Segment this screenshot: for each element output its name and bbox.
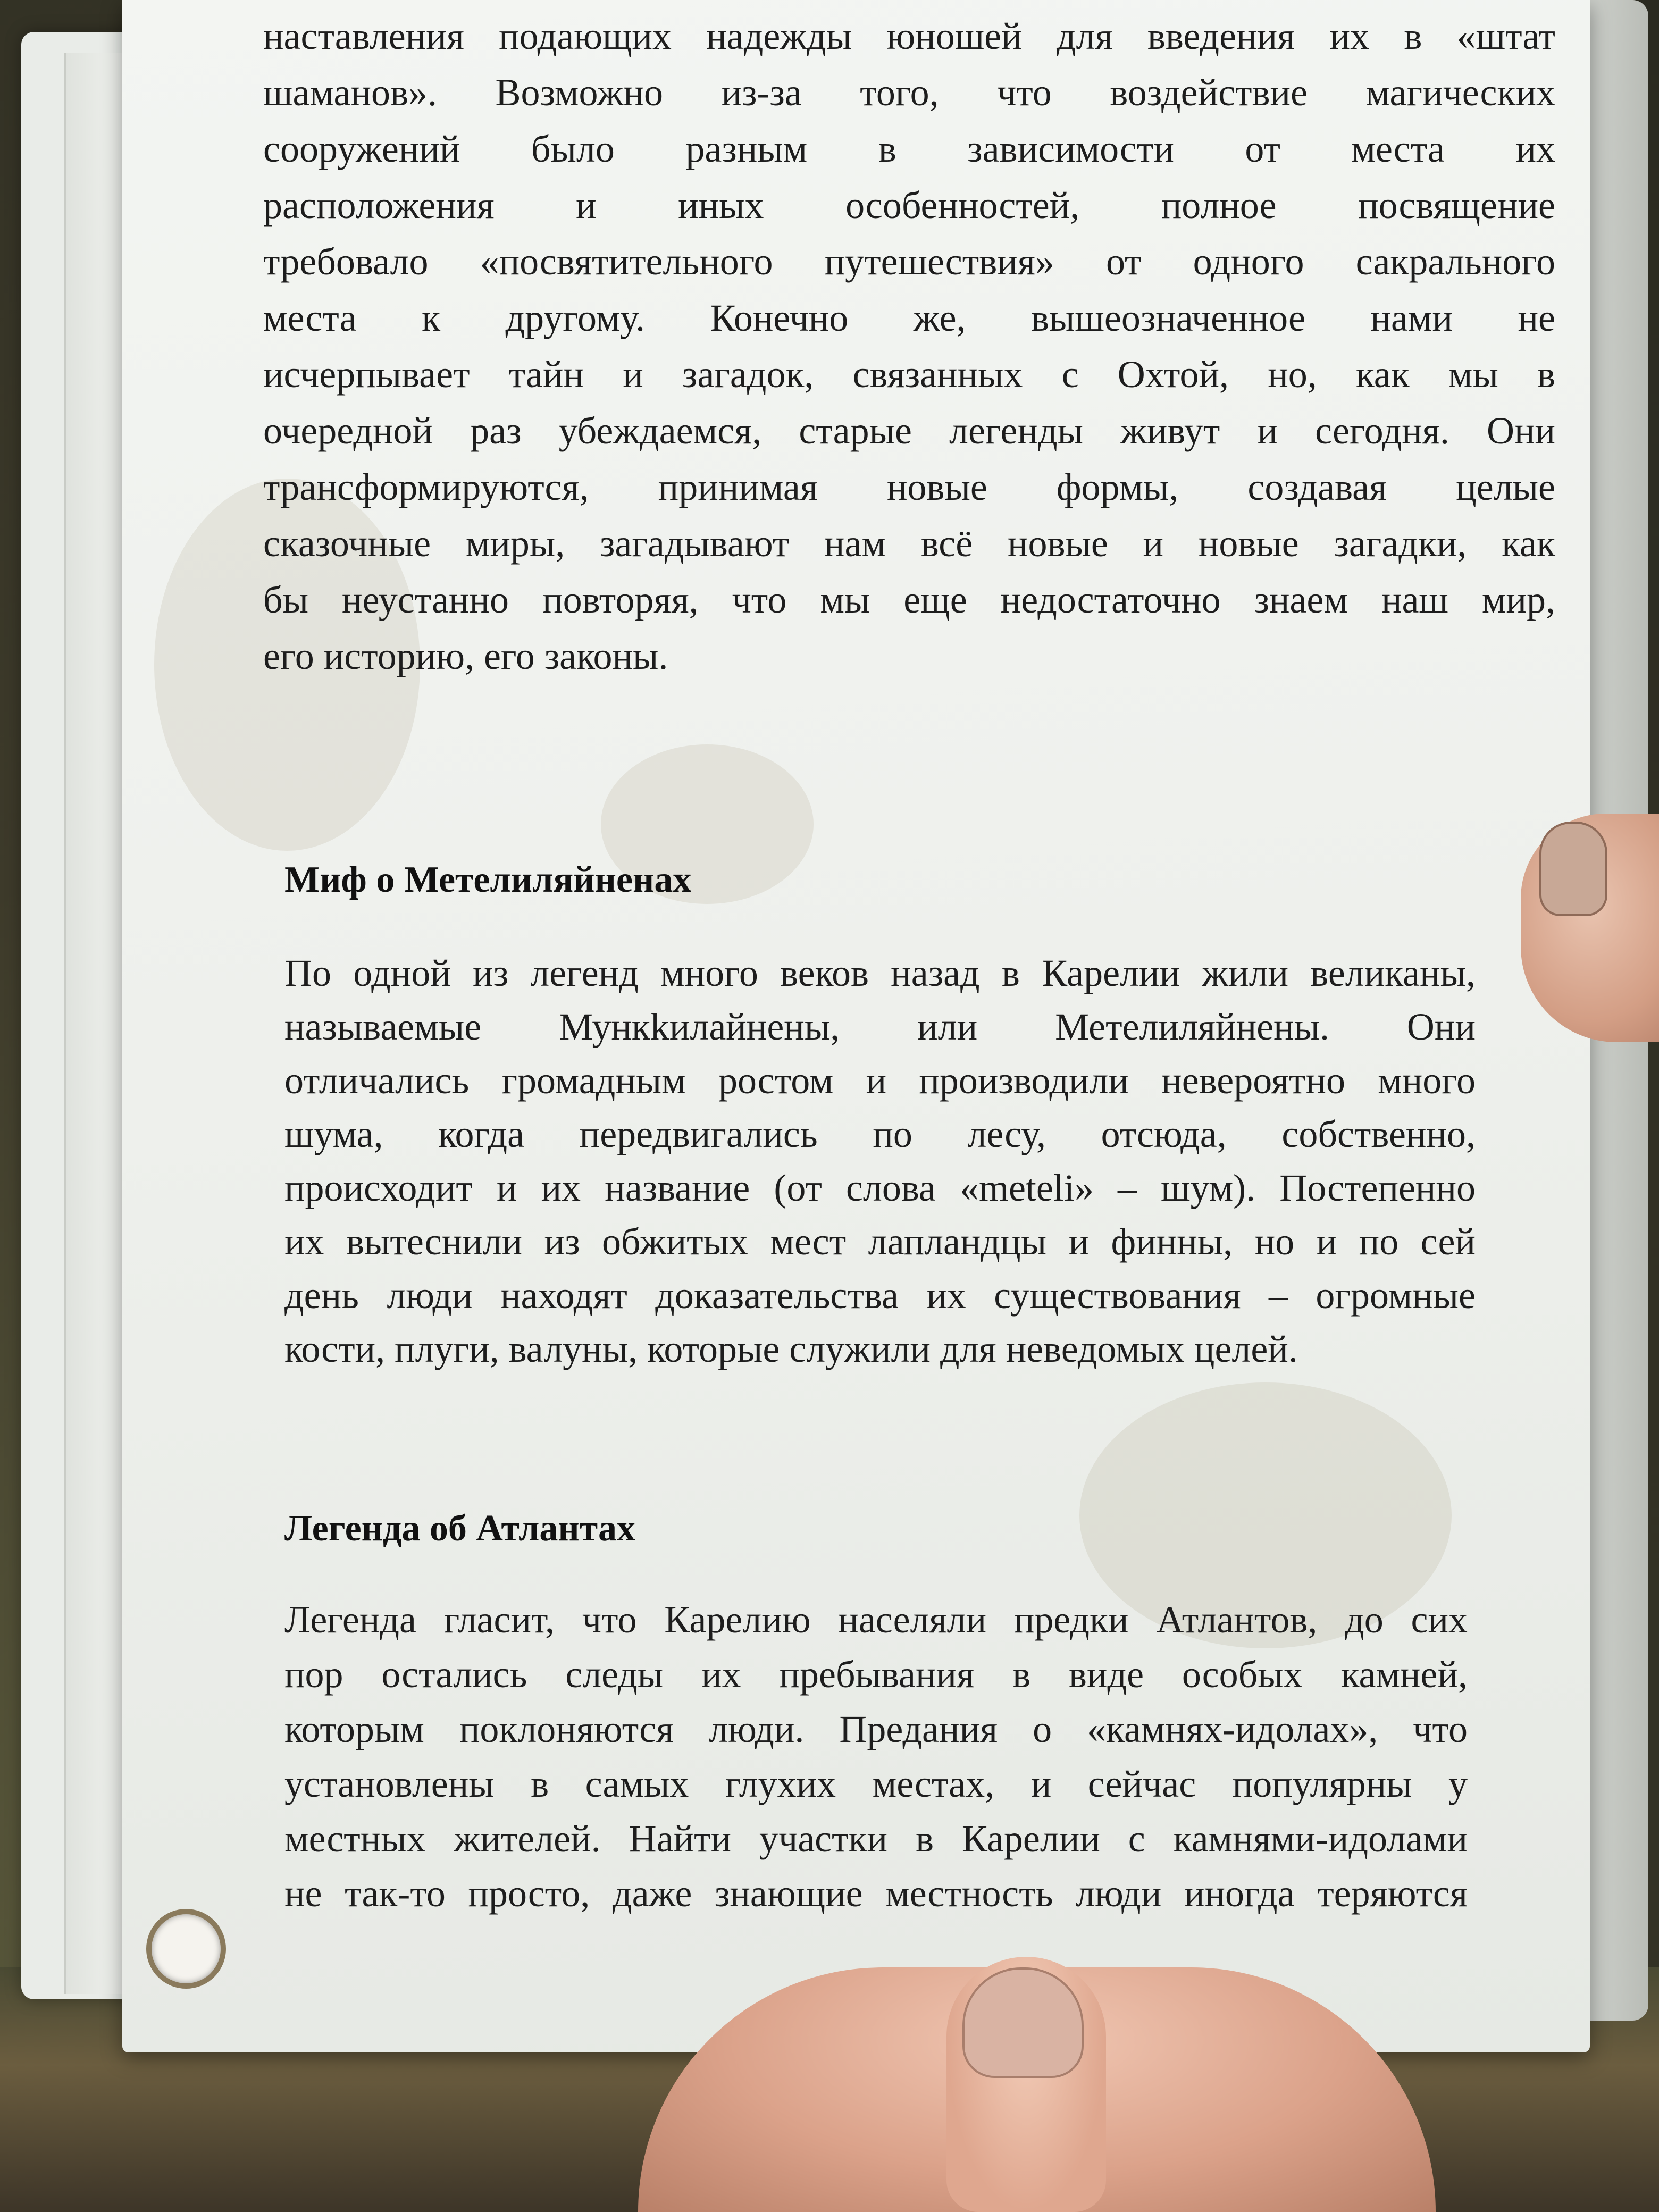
text-line: наставления подающих надежды юношей для введения их в «штат xyxy=(263,15,1555,57)
text-line: происходит и их название (от слова «meteli» – шум). Постепенно xyxy=(284,1167,1476,1209)
text-line: сказочные миры, загадывают нам всё новые и новые загадки, как xyxy=(263,522,1555,565)
text-line: которым поклоняются люди. Предания о «камнях-идолах», что xyxy=(284,1708,1468,1750)
thumbnail xyxy=(962,1967,1084,2078)
text-line: шума, когда передвигались по лесу, отсюда, собственно, xyxy=(284,1113,1476,1155)
text-line: исчерпывает тайн и загадок, связанных с Охтой, но, как мы в xyxy=(263,353,1555,396)
text-line: бы неустанно повторяя, что мы еще недостаточно знаем наш мир, xyxy=(263,579,1555,621)
binder-hole xyxy=(146,1909,226,1989)
text-line: шаманов». Возможно из-за того, что воздействие магических xyxy=(263,71,1555,114)
section-heading: Миф о Метелиляйненах xyxy=(284,859,692,900)
text-line: установлены в самых глухих местах, и сейчас популярны у xyxy=(284,1763,1468,1805)
metelilyainen-paragraph xyxy=(284,946,1476,1376)
text-line: их вытеснили из обжитых мест лапландцы и финны, но и по сей xyxy=(284,1220,1476,1263)
text-line: требовало «посвятительного путешествия» от одного сакрального xyxy=(263,240,1555,283)
text-line: не так-то просто, даже знающие местность люди иногда теряются xyxy=(284,1872,1468,1915)
section-heading: Легенда об Атлантах xyxy=(284,1508,635,1549)
text-line: сооружений было разным в зависимости от места их xyxy=(263,128,1555,170)
text-line: местных жителей. Найти участки в Карелии с камнями-идолами xyxy=(284,1817,1468,1860)
page-binding-edge xyxy=(64,53,130,1994)
text-line: трансформируются, принимая новые формы, создавая целые xyxy=(263,466,1555,508)
text-line: его историю, его законы. xyxy=(263,635,668,677)
intro-paragraph xyxy=(263,8,1555,684)
thumbnail xyxy=(1539,822,1607,916)
text-line: Легенда гласит, что Карелию населяли предки Атлантов, до сих xyxy=(284,1598,1468,1641)
text-line: очередной раз убеждаемся, старые легенды живут и сегодня. Они xyxy=(263,409,1555,452)
atlantes-paragraph xyxy=(284,1593,1468,1921)
text-line: По одной из легенд много веков назад в Карелии жили великаны, xyxy=(284,952,1476,994)
text-line: называемые Мункkилайнены, или Метелиляйнены. Они xyxy=(284,1006,1476,1048)
text-line: места к другому. Конечно же, вышеозначенное нами не xyxy=(263,297,1555,339)
text-line: отличались громадным ростом и производили невероятно много xyxy=(284,1059,1476,1102)
text-line: кости, плуги, валуны, которые служили для неведомых целей. xyxy=(284,1328,1298,1370)
text-line: расположения и иных особенностей, полное посвящение xyxy=(263,184,1555,227)
text-line: пор остались следы их пребывания в виде особых камней, xyxy=(284,1653,1468,1696)
text-line: день люди находят доказательства их существования – огромные xyxy=(284,1274,1476,1317)
